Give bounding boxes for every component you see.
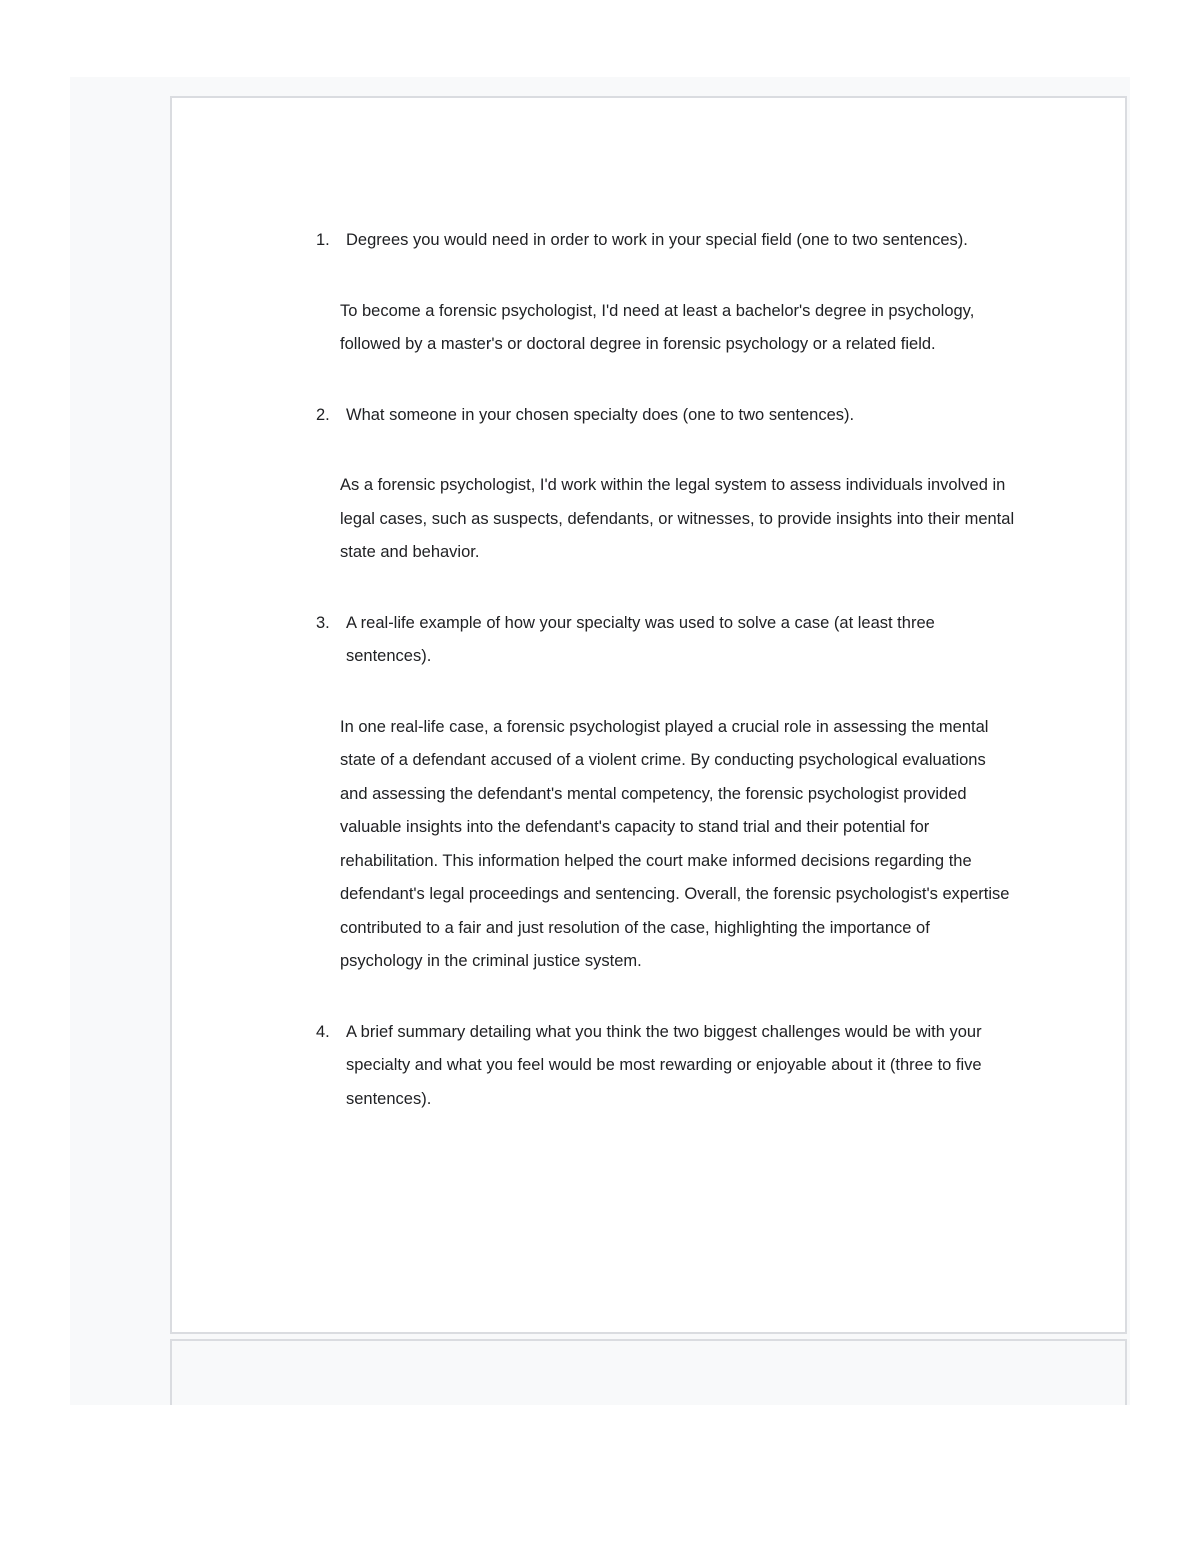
question-1-number: 1. <box>316 231 330 249</box>
next-page <box>170 1339 1127 1405</box>
question-4-number: 4. <box>316 1022 330 1041</box>
question-3-number: 3. <box>316 613 330 632</box>
page-content <box>316 224 1016 1116</box>
question-3 <box>316 607 1016 674</box>
answer-2: As a forensic psychologist, I'd work within the legal system to assess individuals involved in legal cases, such as suspects, defendants, or witnesses, to provide insights into their mental state and behavior. <box>340 476 1015 561</box>
answer-3: In one real-life case, a forensic psychologist played a crucial role in assessing the mental state of a defendant accused of a violent crime. By conducting psychological evaluations and assessing the defendant's mental competency, the forensic psychologist provided valuable insights into the defendant's capacity to stand trial and their potential for rehabilitation. This information helped the court make informed decisions regarding the defendant's legal proceedings and sentencing. Overall, the forensic psychologist's expertise contributed to a fair and just resolution of the case, highlighting the importance of psychology in the criminal justice system. <box>340 717 1010 970</box>
question-1-prompt: Degrees you would need in order to work in your special field (one to two sentences). <box>346 231 968 249</box>
document-page <box>170 96 1127 1334</box>
question-3-prompt: A real-life example of how your specialty was used to solve a case (at least three sentences). <box>346 613 935 665</box>
question-4-prompt: A brief summary detailing what you think the two biggest challenges would be with your specialty and what you feel would be most rewarding or enjoyable about it (three to five sentences). <box>346 1022 982 1108</box>
question-2 <box>316 399 1016 433</box>
answer-1: To become a forensic psychologist, I'd need at least a bachelor's degree in psychology, followed by a master's or doctoral degree in forensic psychology or a related field. <box>340 301 975 353</box>
question-2-prompt: What someone in your chosen specialty does (one to two sentences). <box>346 405 855 424</box>
document-viewer[interactable] <box>70 77 1130 1405</box>
question-1 <box>316 224 1016 258</box>
question-4 <box>316 1016 1016 1117</box>
question-2-number: 2. <box>316 405 330 424</box>
